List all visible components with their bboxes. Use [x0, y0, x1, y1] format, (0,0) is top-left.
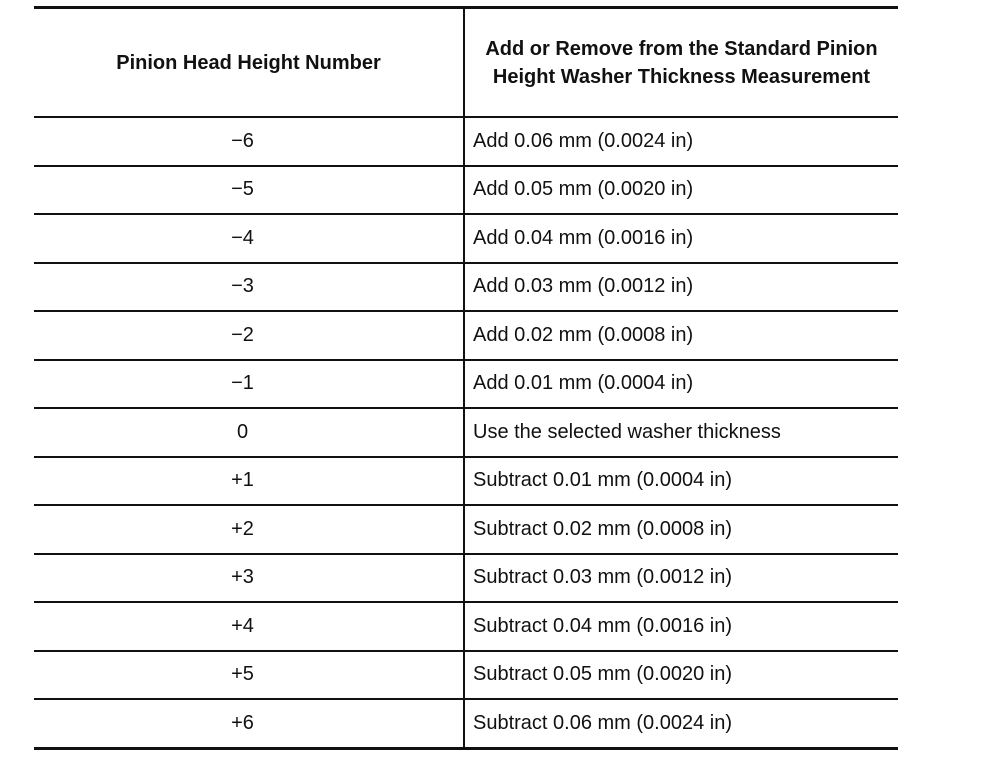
table-header — [34, 8, 898, 118]
pinion-number-cell: 0 — [34, 408, 464, 457]
pinion-number-cell: +6 — [34, 699, 464, 748]
table-row — [34, 408, 898, 457]
table-row — [34, 166, 898, 215]
adjustment-cell: Subtract 0.03 mm (0.0012 in) — [464, 554, 898, 603]
table-row — [34, 602, 898, 651]
header-pinion-head-height-number: Pinion Head Height Number — [34, 8, 464, 118]
pinion-number-cell: +1 — [34, 457, 464, 506]
adjustment-cell: Add 0.04 mm (0.0016 in) — [464, 214, 898, 263]
adjustment-cell: Use the selected washer thickness — [464, 408, 898, 457]
adjustment-cell: Add 0.05 mm (0.0020 in) — [464, 166, 898, 215]
adjustment-cell: Add 0.01 mm (0.0004 in) — [464, 360, 898, 409]
adjustment-cell: Subtract 0.02 mm (0.0008 in) — [464, 505, 898, 554]
pinion-number-cell: −1 — [34, 360, 464, 409]
pinion-number-cell: −3 — [34, 263, 464, 312]
header-row — [34, 8, 898, 118]
table-row — [34, 505, 898, 554]
table-row — [34, 699, 898, 748]
table-row — [34, 651, 898, 700]
adjustment-cell: Add 0.03 mm (0.0012 in) — [464, 263, 898, 312]
adjustment-cell: Subtract 0.05 mm (0.0020 in) — [464, 651, 898, 700]
table-row — [34, 554, 898, 603]
header-adjustment — [464, 8, 898, 118]
adjustment-cell: Subtract 0.04 mm (0.0016 in) — [464, 602, 898, 651]
adjustment-cell: Subtract 0.01 mm (0.0004 in) — [464, 457, 898, 506]
table-row — [34, 117, 898, 166]
pinion-number-cell: −4 — [34, 214, 464, 263]
adjustment-cell: Subtract 0.06 mm (0.0024 in) — [464, 699, 898, 748]
pinion-number-cell: −2 — [34, 311, 464, 360]
table-row — [34, 457, 898, 506]
pinion-height-table-container — [34, 6, 898, 750]
header-adjustment-text: Add or Remove from the Standard Pinion Height Washer Thickness Measurement — [485, 37, 878, 88]
pinion-number-cell: −6 — [34, 117, 464, 166]
table-row — [34, 360, 898, 409]
pinion-height-table — [34, 6, 898, 750]
table-row — [34, 214, 898, 263]
pinion-number-cell: +2 — [34, 505, 464, 554]
pinion-number-cell: +5 — [34, 651, 464, 700]
pinion-number-cell: −5 — [34, 166, 464, 215]
table-row — [34, 311, 898, 360]
pinion-number-cell: +3 — [34, 554, 464, 603]
adjustment-cell: Add 0.02 mm (0.0008 in) — [464, 311, 898, 360]
table-row — [34, 263, 898, 312]
adjustment-cell: Add 0.06 mm (0.0024 in) — [464, 117, 898, 166]
table-body — [34, 117, 898, 748]
pinion-number-cell: +4 — [34, 602, 464, 651]
